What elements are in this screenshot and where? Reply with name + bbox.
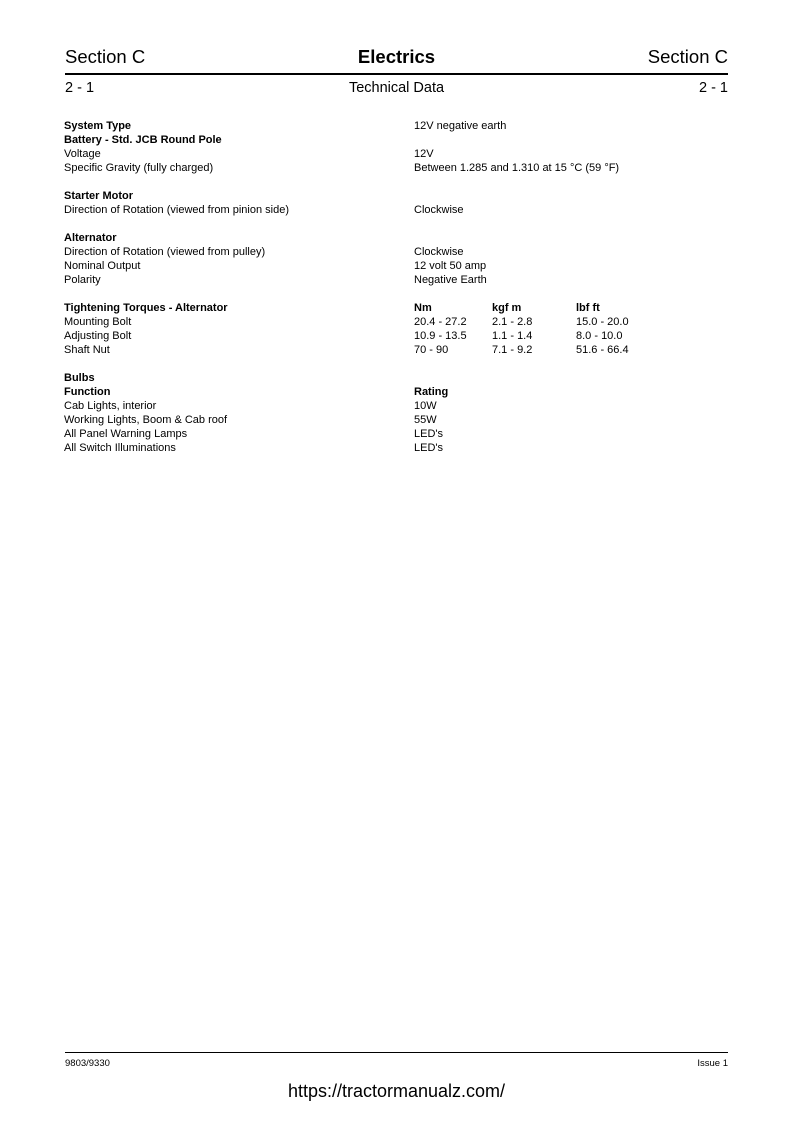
- bulb-row: [64, 441, 724, 455]
- torque-label: Adjusting Bolt: [64, 330, 132, 342]
- alternator-polarity-row: [64, 273, 724, 287]
- bulbs-heading: Bulbs: [64, 372, 95, 384]
- bulb-row: [64, 413, 724, 427]
- battery-gravity-value: Between 1.285 and 1.310 at 15 °C (59 °F): [414, 162, 620, 174]
- bulb-function: All Switch Illuminations: [64, 442, 176, 454]
- starter-heading-row: [64, 189, 724, 203]
- header-divider: [65, 73, 728, 75]
- alternator-polarity-value: Negative Earth: [414, 274, 487, 286]
- alternator-output-value: 12 volt 50 amp: [414, 260, 487, 272]
- torque-lbfft: 8.0 - 10.0: [576, 330, 623, 342]
- torque-label: Mounting Bolt: [64, 316, 132, 328]
- starter-rotation-row: [64, 203, 724, 217]
- battery-heading: Battery - Std. JCB Round Pole: [64, 134, 222, 146]
- torques-heading-row: [64, 301, 724, 315]
- battery-gravity-row: [64, 161, 724, 175]
- system-type-row: [64, 119, 724, 133]
- alternator-heading-row: [64, 231, 724, 245]
- alternator-rotation-label: Direction of Rotation (viewed from pulley): [64, 246, 266, 258]
- section-label-left: Section C: [65, 46, 146, 67]
- alternator-output-row: [64, 259, 724, 273]
- section-label-right: Section C: [647, 46, 728, 67]
- alternator-heading: Alternator: [64, 232, 117, 244]
- page-number-right: 2 - 1: [698, 80, 728, 96]
- bulb-row: [64, 427, 724, 441]
- torque-nm: 20.4 - 27.2: [414, 316, 467, 328]
- alternator-rotation-value: Clockwise: [414, 246, 464, 258]
- alternator-polarity-label: Polarity: [64, 274, 101, 286]
- bulbs-column-headers: [64, 385, 724, 399]
- torque-lbfft: 15.0 - 20.0: [576, 316, 629, 328]
- bulb-rating: LED's: [414, 442, 443, 454]
- alternator-rotation-row: [64, 245, 724, 259]
- page-title: Electrics: [357, 46, 436, 67]
- system-type-value: 12V negative earth: [414, 120, 507, 132]
- bulbs-heading-row: [64, 371, 724, 385]
- torque-row: [64, 329, 724, 343]
- torques-heading: Tightening Torques - Alternator: [64, 302, 228, 314]
- system-type-label: System Type: [64, 120, 132, 132]
- battery-voltage-row: [64, 147, 724, 161]
- footer-divider: [65, 1052, 728, 1053]
- battery-voltage-value: 12V: [414, 148, 434, 160]
- page-number-left: 2 - 1: [65, 80, 95, 96]
- alternator-output-label: Nominal Output: [64, 260, 141, 272]
- document-number: 9803/9330: [65, 1058, 110, 1069]
- torques-col-kgfm: kgf m: [492, 302, 522, 314]
- torques-col-lbfft: lbf ft: [576, 302, 600, 314]
- website-link[interactable]: https://tractormanualz.com/: [287, 1081, 506, 1101]
- bulb-row: [64, 399, 724, 413]
- bulbs-function-header: Function: [64, 386, 111, 398]
- torque-kgfm: 1.1 - 1.4: [492, 330, 533, 342]
- battery-voltage-label: Voltage: [64, 148, 101, 160]
- starter-heading: Starter Motor: [64, 190, 134, 202]
- bulb-function: Cab Lights, interior: [64, 400, 157, 412]
- torque-lbfft: 51.6 - 66.4: [576, 344, 629, 356]
- torque-kgfm: 2.1 - 2.8: [492, 316, 533, 328]
- torque-label: Shaft Nut: [64, 344, 110, 356]
- issue-label: Issue 1: [697, 1058, 728, 1069]
- bulb-rating: 55W: [414, 414, 437, 426]
- starter-rotation-label: Direction of Rotation (viewed from pinion side): [64, 204, 289, 216]
- bulb-function: Working Lights, Boom & Cab roof: [64, 414, 228, 426]
- torque-nm: 70 - 90: [414, 344, 449, 356]
- page-subtitle: Technical Data: [348, 80, 445, 96]
- torque-nm: 10.9 - 13.5: [414, 330, 467, 342]
- torques-col-nm: Nm: [414, 302, 432, 314]
- page-header: [65, 44, 728, 72]
- bulb-function: All Panel Warning Lamps: [64, 428, 188, 440]
- starter-rotation-value: Clockwise: [414, 204, 464, 216]
- bulb-rating: LED's: [414, 428, 443, 440]
- battery-gravity-label: Specific Gravity (fully charged): [64, 162, 214, 174]
- torque-row: [64, 315, 724, 329]
- page-subheader: [65, 80, 728, 100]
- bulb-rating: 10W: [414, 400, 437, 412]
- battery-heading-row: [64, 133, 724, 147]
- bulbs-rating-header: Rating: [414, 386, 449, 398]
- technical-data-content: [64, 119, 724, 455]
- torque-kgfm: 7.1 - 9.2: [492, 344, 533, 356]
- torque-row: [64, 343, 724, 357]
